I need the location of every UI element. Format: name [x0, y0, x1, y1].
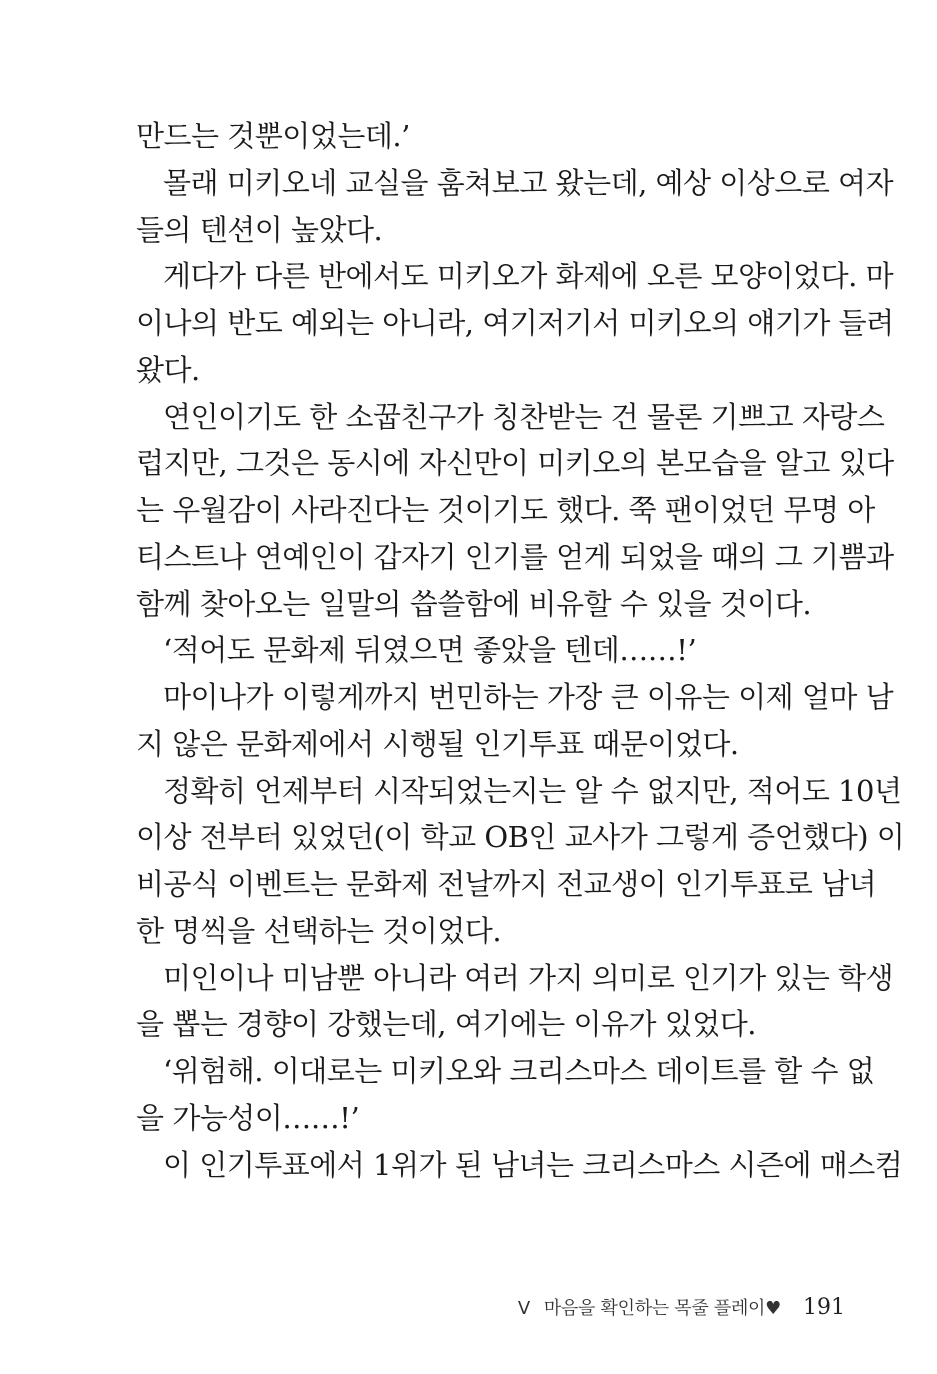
page-footer [0, 1292, 845, 1324]
text-line: 비공식 이벤트는 문화제 전날까지 전교생이 인기투표로 남녀 [136, 867, 877, 901]
text-line: 한 명씩을 선택하는 것이었다. [136, 913, 502, 948]
chapter-number: V [517, 1298, 530, 1319]
text-line: 을 뽑는 경향이 강했는데, 여기에는 이유가 있었다. [136, 1007, 757, 1042]
text-line: 을 가능성이……!’ [136, 1100, 360, 1135]
text-line: 럽지만, 그것은 동시에 자신만이 미키오의 본모습을 알고 있다 [136, 446, 894, 481]
text-line: ‘적어도 문화제 뒤였으면 좋았을 텐데……!’ [163, 633, 697, 668]
text-line: 이 인기투표에서 1위가 된 남녀는 크리스마스 시즌에 매스컴 [163, 1147, 903, 1182]
text-line: 왔다. [136, 352, 200, 387]
text-line: 티스트나 연예인이 갑자기 인기를 얻게 되었을 때의 그 기쁨과 [136, 539, 894, 574]
page-number: 191 [803, 1295, 845, 1320]
text-line: 만드는 것뿐이었는데.’ [136, 119, 410, 153]
text-line: 함께 찾아오는 일말의 씁쓸함에 비유할 수 있을 것이다. [136, 586, 812, 621]
text-line: 이나의 반도 예외는 아니라, 여기저기서 미키오의 얘기가 들려 [136, 306, 894, 340]
text-line: 는 우월감이 사라진다는 것이기도 했다. 쭉 팬이었던 무명 아 [136, 493, 875, 527]
text-line: 이상 전부터 있었던(이 학교 OB인 교사가 그렇게 증언했다) 이 [136, 820, 905, 855]
text-line: 미인이나 미남뿐 아니라 여러 가지 의미로 인기가 있는 학생 [163, 960, 894, 995]
text-line: 마이나가 이렇게까지 번민하는 가장 큰 이유는 이제 얼마 남 [163, 680, 894, 714]
text-line: 들의 텐션이 높았다. [136, 212, 383, 247]
body-text [136, 113, 905, 1188]
text-line: 지 않은 문화제에서 시행될 인기투표 때문이었다. [136, 726, 739, 761]
text-line: 몰래 미키오네 교실을 훔쳐보고 왔는데, 예상 이상으로 여자 [163, 165, 894, 200]
text-line: 정확히 언제부터 시작되었는지는 알 수 없지만, 적어도 10년 [163, 773, 902, 808]
chapter-title: 마음을 확인하는 목줄 플레이♥ [543, 1298, 781, 1319]
text-line: ‘위험해. 이대로는 미키오와 크리스마스 데이트를 할 수 없 [163, 1054, 875, 1088]
text-line: 게다가 다른 반에서도 미키오가 화제에 오른 모양이었다. 마 [163, 259, 894, 294]
text-line: 연인이기도 한 소꿉친구가 칭찬받는 건 물론 기쁘고 자랑스 [163, 399, 885, 434]
